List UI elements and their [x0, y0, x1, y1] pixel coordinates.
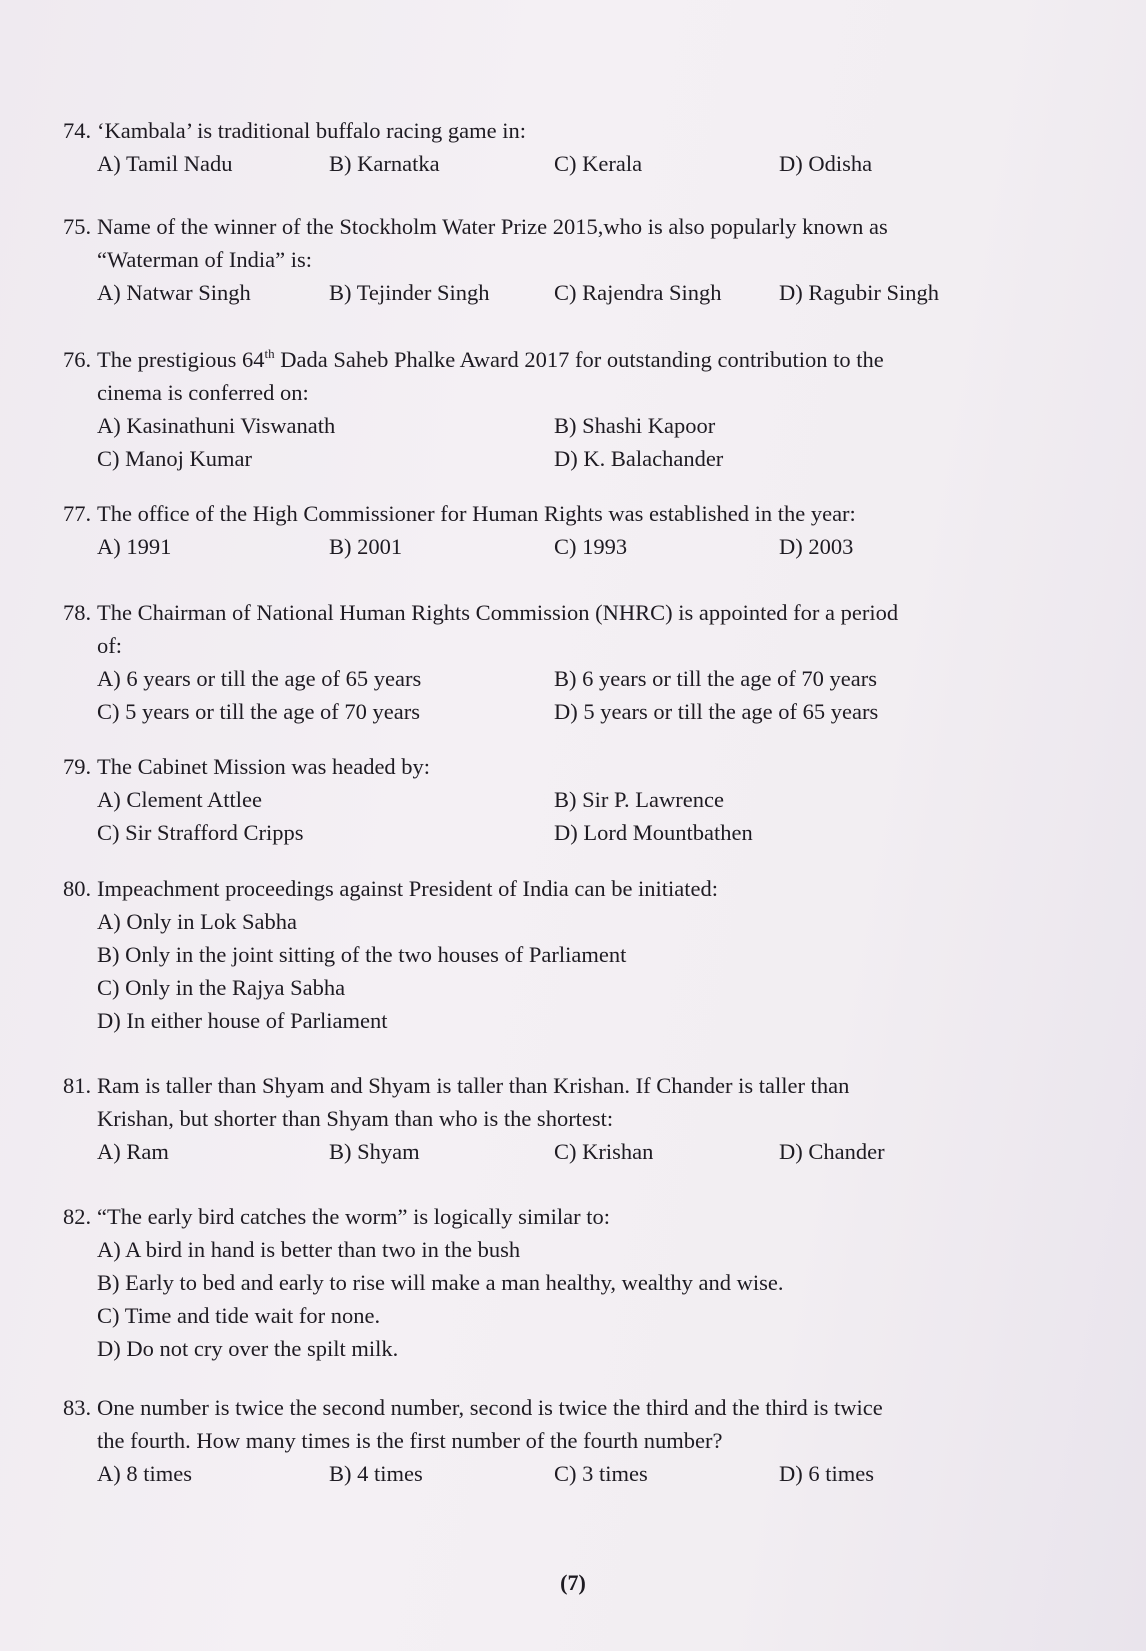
option-a: A) Clement Attlee — [97, 787, 262, 812]
option-b: B) 2001 — [329, 534, 403, 559]
question-number: 75. — [63, 214, 92, 239]
question-text: ‘Kambala’ is traditional buffalo racing game in: — [97, 118, 527, 143]
option-c: C) Manoj Kumar — [97, 446, 252, 471]
option-b: B) 4 times — [329, 1461, 423, 1486]
question-text: “The early bird catches the worm” is logically similar to: — [97, 1204, 610, 1229]
option-b: B) Early to bed and early to rise will make a man healthy, wealthy and wise. — [97, 1270, 784, 1295]
option-b: B) Sir P. Lawrence — [554, 787, 724, 812]
question-text: Ram is taller than Shyam and Shyam is taller than Krishan. If Chander is taller than — [97, 1073, 850, 1098]
question-number: 80. — [63, 876, 92, 901]
page-number: (7) — [560, 1570, 586, 1595]
option-a: A) 1991 — [97, 534, 172, 559]
question-number: 77. — [63, 501, 92, 526]
option-d: D) In either house of Parliament — [97, 1008, 388, 1033]
option-d: D) 5 years or till the age of 65 years — [554, 699, 879, 724]
question-74 — [63, 114, 1023, 180]
question-number: 83. — [63, 1395, 92, 1420]
option-a: A) 8 times — [97, 1461, 192, 1486]
option-b: B) Karnatka — [329, 151, 440, 176]
question-text-part: The prestigious 64 — [97, 347, 265, 372]
question-79 — [63, 750, 1023, 849]
option-d: D) 6 times — [779, 1461, 874, 1486]
question-text: The Chairman of National Human Rights Commission (NHRC) is appointed for a period — [97, 600, 899, 625]
option-b: B) Only in the joint sitting of the two houses of Parliament — [97, 942, 627, 967]
option-b: B) Shyam — [329, 1139, 420, 1164]
question-text: Name of the winner of the Stockholm Water Prize 2015,who is also popularly known as — [97, 214, 888, 239]
question-77 — [63, 497, 1023, 563]
question-number: 82. — [63, 1204, 92, 1229]
question-80 — [63, 872, 1023, 1037]
option-c: C) 3 times — [554, 1461, 648, 1486]
option-c: C) 5 years or till the age of 70 years — [97, 699, 421, 724]
option-d: D) Lord Mountbathen — [554, 820, 753, 845]
question-text — [97, 343, 884, 376]
option-a: A) Kasinathuni Viswanath — [97, 413, 336, 438]
option-d: D) Ragubir Singh — [779, 280, 939, 305]
option-b: B) 6 years or till the age of 70 years — [554, 666, 878, 691]
option-d: D) Chander — [779, 1139, 885, 1164]
question-text-continued: “Waterman of India” is: — [97, 247, 312, 272]
option-a: A) Only in Lok Sabha — [97, 909, 297, 934]
question-75 — [63, 210, 1023, 309]
ordinal-suffix: th — [264, 346, 275, 361]
question-number: 74. — [63, 118, 92, 143]
option-a: A) Ram — [97, 1139, 169, 1164]
question-83 — [63, 1391, 1023, 1490]
option-d: D) K. Balachander — [554, 446, 724, 471]
option-c: C) Sir Strafford Cripps — [97, 820, 304, 845]
question-78 — [63, 596, 1023, 728]
question-text: The Cabinet Mission was headed by: — [97, 754, 431, 779]
question-text-continued: of: — [97, 633, 122, 658]
option-c: C) 1993 — [554, 534, 628, 559]
option-d: D) Odisha — [779, 151, 873, 176]
option-c: C) Kerala — [554, 151, 643, 176]
option-d: D) 2003 — [779, 534, 854, 559]
question-number: 81. — [63, 1073, 92, 1098]
question-82 — [63, 1200, 1023, 1365]
option-b: B) Shashi Kapoor — [554, 413, 716, 438]
option-a: A) Tamil Nadu — [97, 151, 233, 176]
question-text: One number is twice the second number, second is twice the third and the third is twice — [97, 1395, 883, 1420]
question-text: Impeachment proceedings against President of India can be initiated: — [97, 876, 719, 901]
question-number: 76. — [63, 347, 92, 372]
option-c: C) Krishan — [554, 1139, 654, 1164]
question-text-continued: Krishan, but shorter than Shyam than who is the shortest: — [97, 1106, 614, 1131]
option-c: C) Time and tide wait for none. — [97, 1303, 381, 1328]
question-number: 79. — [63, 754, 92, 779]
question-81 — [63, 1069, 1023, 1168]
option-d: D) Do not cry over the spilt milk. — [97, 1336, 399, 1361]
question-number: 78. — [63, 600, 92, 625]
question-text-continued: cinema is conferred on: — [97, 380, 309, 405]
question-text-part: Dada Saheb Phalke Award 2017 for outstanding contribution to the — [274, 347, 884, 372]
option-c: C) Rajendra Singh — [554, 280, 722, 305]
option-a: A) 6 years or till the age of 65 years — [97, 666, 422, 691]
option-a: A) A bird in hand is better than two in the bush — [97, 1237, 521, 1262]
option-b: B) Tejinder Singh — [329, 280, 490, 305]
question-text: The office of the High Commissioner for Human Rights was established in the year: — [97, 501, 856, 526]
question-text-continued: the fourth. How many times is the first number of the fourth number? — [97, 1428, 723, 1453]
option-c: C) Only in the Rajya Sabha — [97, 975, 346, 1000]
question-76 — [63, 343, 1023, 475]
option-a: A) Natwar Singh — [97, 280, 251, 305]
